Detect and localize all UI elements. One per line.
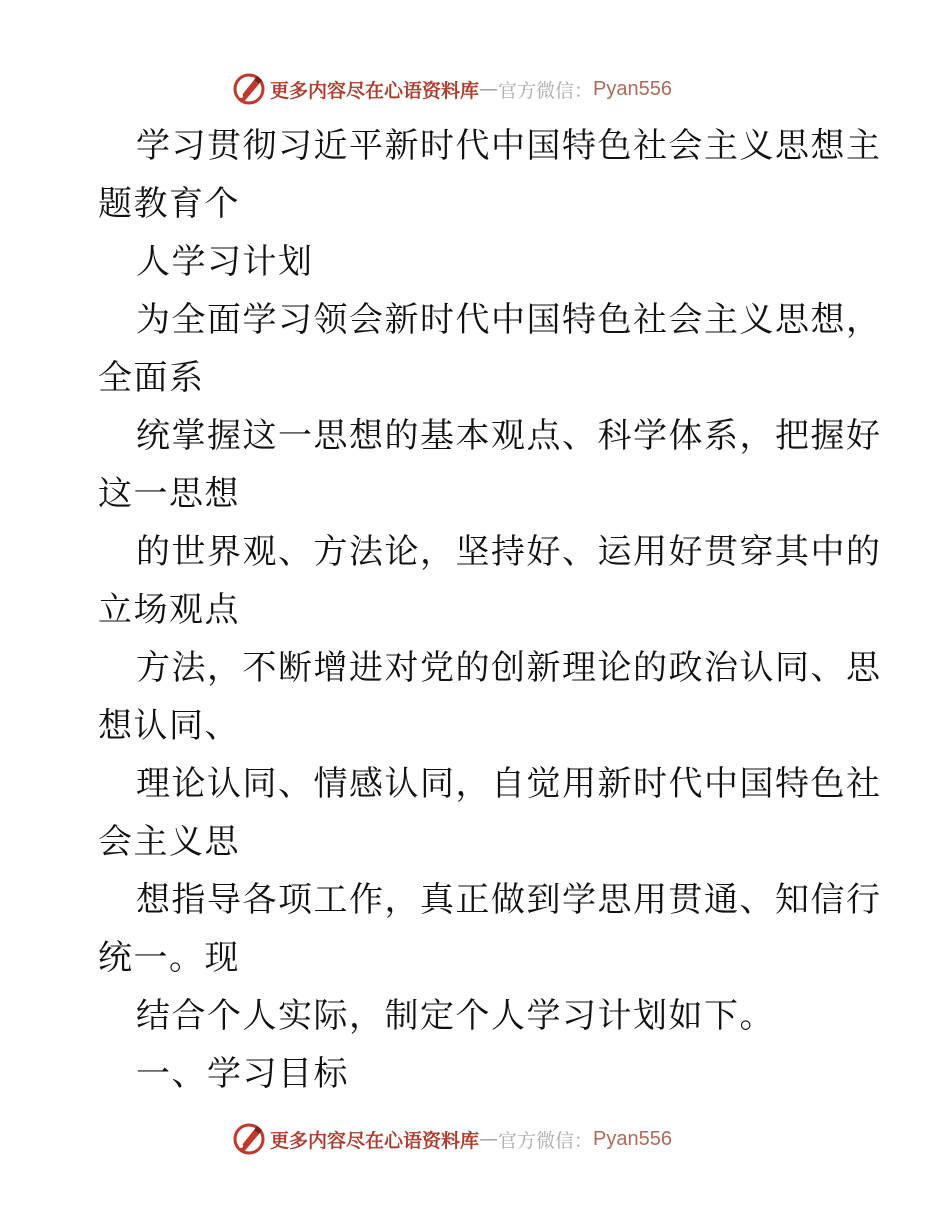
- banner-wechat-label: 官方微信：: [498, 1129, 594, 1152]
- text-line: 全面系: [98, 358, 205, 398]
- text-line: 理论认同、情感认同，自觉用新时代中国特色社: [136, 764, 882, 804]
- footer-banner: [232, 1122, 712, 1156]
- text-line: 人学习计划: [136, 242, 314, 282]
- text-line: 结合个人实际，制定个人学习计划如下。: [136, 996, 775, 1036]
- section-heading: 一、学习目标: [136, 1054, 349, 1094]
- banner-main-text: 更多内容尽在心语资料库: [270, 1129, 480, 1152]
- text-line: 学习贯彻习近平新时代中国特色社会主义思想主: [136, 126, 882, 166]
- text-line: 立场观点: [98, 590, 240, 630]
- text-line: 统掌握这一思想的基本观点、科学体系，把握好: [136, 416, 882, 456]
- pen-logo-icon: [232, 72, 266, 106]
- text-line: 题教育个: [98, 184, 240, 224]
- banner-separator: —: [479, 78, 499, 100]
- pen-logo-icon: [232, 1122, 266, 1156]
- banner-wechat-id: Pyan556: [593, 77, 672, 100]
- header-banner: [232, 72, 712, 106]
- text-line: 统一。现: [98, 938, 240, 978]
- text-line: 为全面学习领会新时代中国特色社会主义思想，: [136, 300, 882, 340]
- banner-wechat-id: Pyan556: [593, 1127, 672, 1150]
- text-line: 这一思想: [98, 474, 240, 514]
- text-line: 方法，不断增进对党的创新理论的政治认同、思: [136, 648, 882, 688]
- banner-main-text: 更多内容尽在心语资料库: [270, 79, 480, 102]
- banner-wechat-label: 官方微信：: [498, 79, 594, 102]
- text-line: 想指导各项工作，真正做到学思用贯通、知信行: [136, 880, 882, 920]
- text-line: 想认同、: [98, 706, 240, 746]
- text-line: 的世界观、方法论，坚持好、运用好贯穿其中的: [136, 532, 882, 572]
- text-line: 会主义思: [98, 822, 240, 862]
- banner-separator: —: [479, 1128, 499, 1150]
